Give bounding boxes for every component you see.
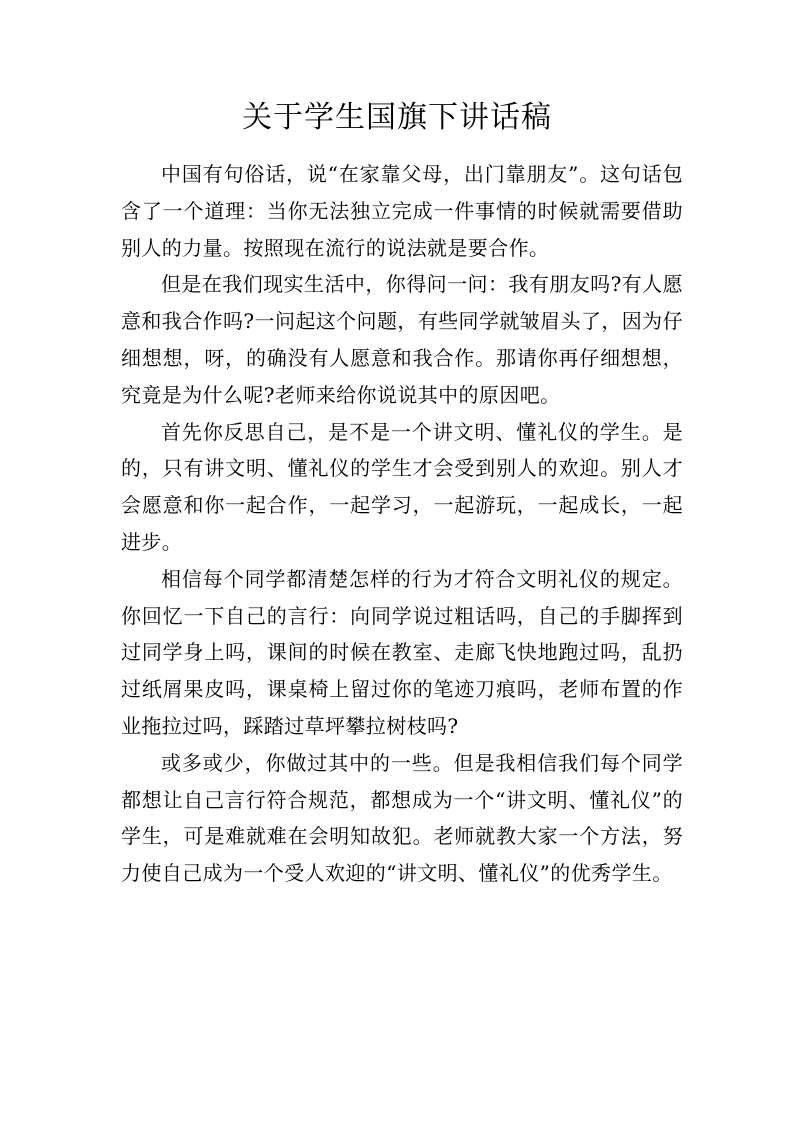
paragraph: 但是在我们现实生活中，你得问一问：我有朋友吗?有人愿意和我合作吗?一问起这个问题，有些同学就皱眉头了，因为仔细想想，呀，的确没有人愿意和我合作。那请你再仔细想想，究竟是为什么呢?老师来给你说说其中的原因吧。 [121,272,683,407]
document-title: 关于学生国旗下讲话稿 [242,100,552,135]
document-body [121,156,683,892]
paragraph: 中国有句俗话，说“在家靠父母，出门靠朋友”。这句话包含了一个道理：当你无法独立完成一件事情的时候就需要借助别人的力量。按照现在流行的说法就是要合作。 [121,162,683,260]
paragraph: 或多或少，你做过其中的一些。但是我相信我们每个同学都想让自己言行符合规范，都想成为一个“讲文明、懂礼仪”的学生，可是难就难在会明知故犯。老师就教大家一个方法，努力使自己成为一个受人欢迎的“讲文明、懂礼仪”的优秀学生。 [121,750,683,886]
paragraph: 相信每个同学都清楚怎样的行为才符合文明礼仪的规定。你回忆一下自己的言行：向同学说过粗话吗，自己的手脚挥到过同学身上吗，课间的时候在教室、走廊飞快地跑过吗，乱扔过纸屑果皮吗，课桌椅上留过你的笔迹刀痕吗，老师布置的作业拖拉过吗，踩踏过草坪攀拉树枝吗? [121,566,683,738]
paragraph: 首先你反思自己，是不是一个讲文明、懂礼仪的学生。是的，只有讲文明、懂礼仪的学生才会受到别人的欢迎。别人才会愿意和你一起合作，一起学习，一起游玩，一起成长，一起进步。 [121,419,683,554]
